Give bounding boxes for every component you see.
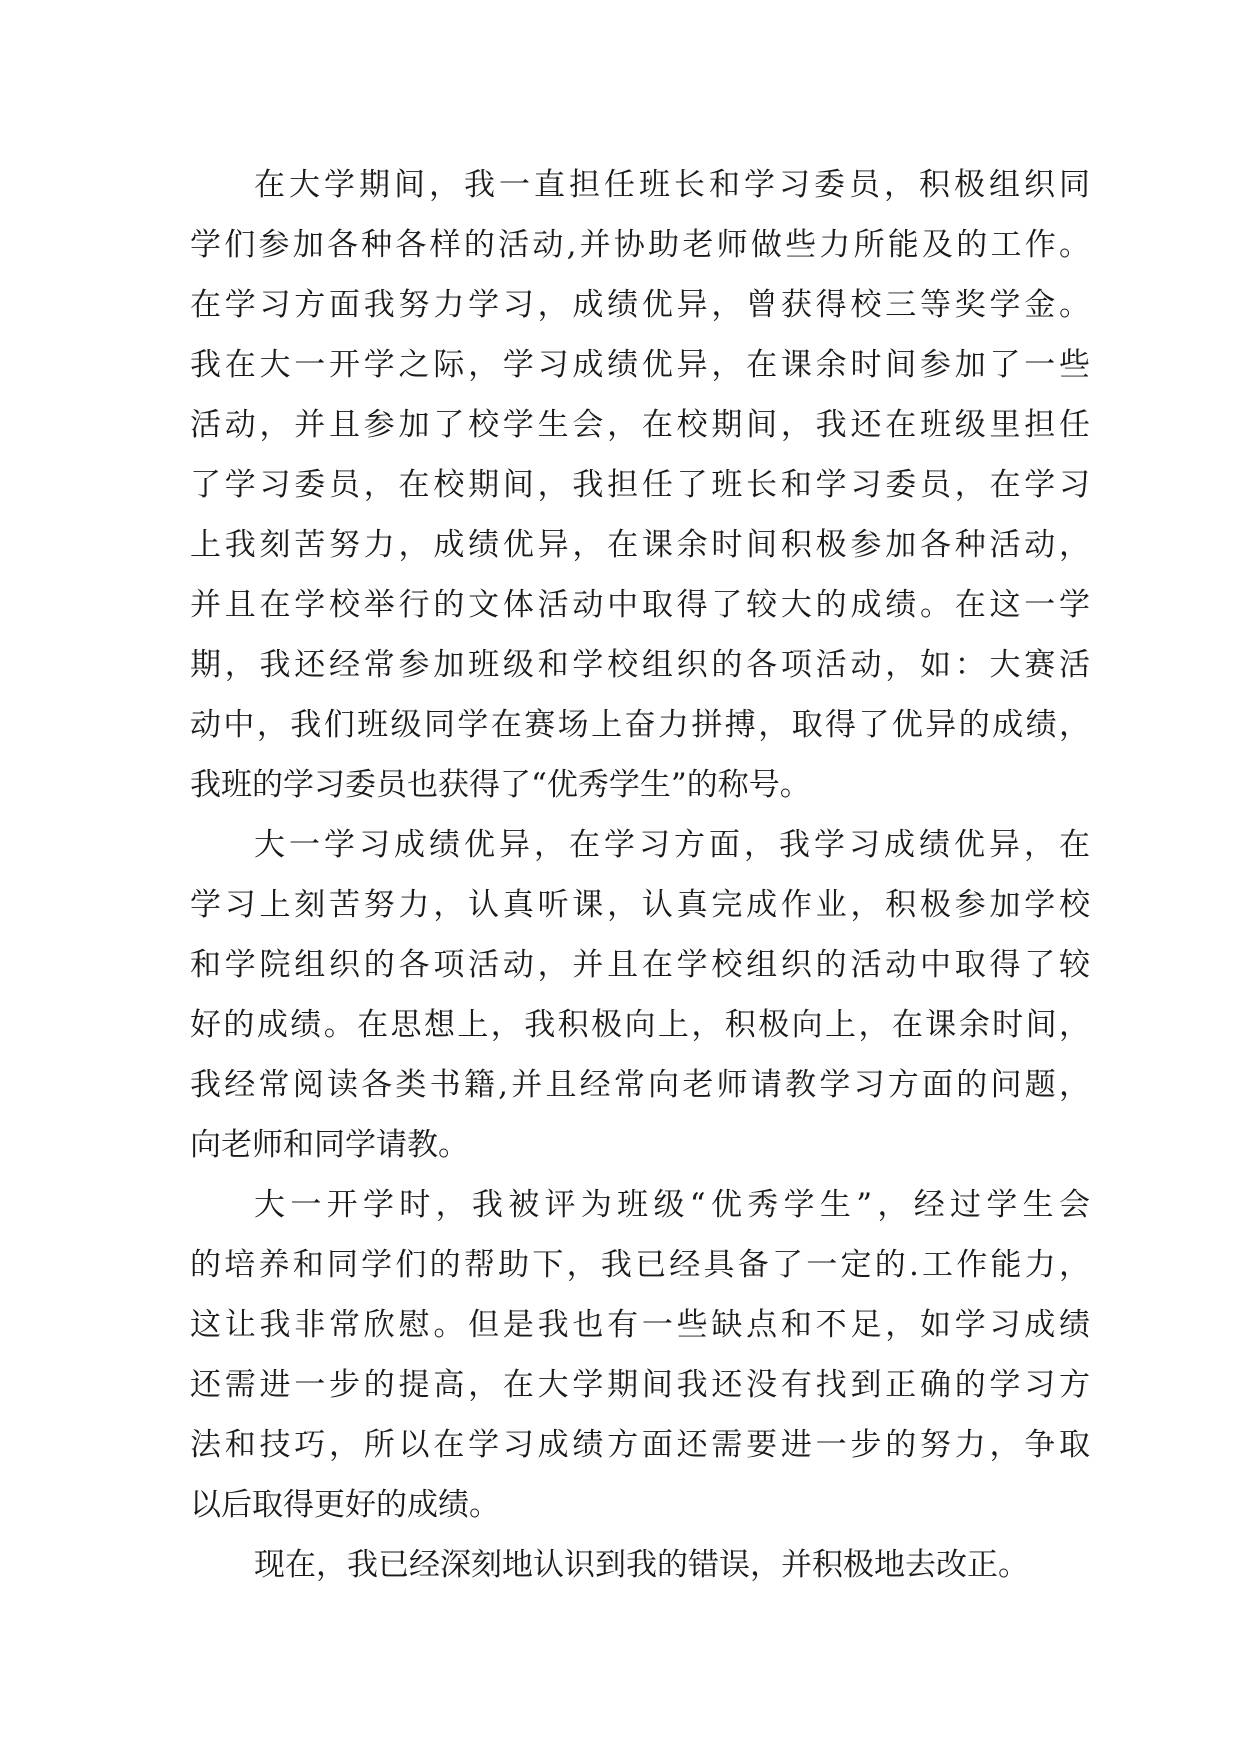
text-line: 现在，我已经深刻地认识到我的错误，并积极地去改正。 bbox=[254, 1547, 1029, 1583]
text-line: 以后取得更好的成绩。 bbox=[190, 1487, 500, 1523]
text-line: 还需进一步的提高，在大学期间我还没有找到正确的学习方 bbox=[190, 1367, 1090, 1403]
text-line: 这让我非常欣慰。但是我也有一些缺点和不足，如学习成绩 bbox=[190, 1307, 1090, 1343]
text-line: 我班的学习委员也获得了“优秀学生”的称号。 bbox=[190, 767, 811, 803]
text-line: 了学习委员，在校期间，我担任了班长和学习委员，在学习 bbox=[190, 467, 1090, 503]
paragraph-2 bbox=[190, 815, 1090, 1175]
text-line: 活动，并且参加了校学生会，在校期间，我还在班级里担任 bbox=[190, 407, 1090, 443]
text-line: 向老师和同学请教。 bbox=[190, 1127, 469, 1163]
text-line: 在大学期间，我一直担任班长和学习委员，积极组织同 bbox=[254, 167, 1090, 203]
text-line: 大一开学时，我被评为班级“优秀学生”，经过学生会 bbox=[254, 1187, 1090, 1223]
text-line: 学习上刻苦努力，认真听课，认真完成作业，积极参加学校 bbox=[190, 887, 1090, 923]
text-line: 并且在学校举行的文体活动中取得了较大的成绩。在这一学 bbox=[190, 587, 1090, 623]
text-line: 期，我还经常参加班级和学校组织的各项活动，如：大赛活 bbox=[190, 647, 1090, 683]
text-line: 我经常阅读各类书籍,并且经常向老师请教学习方面的问题， bbox=[190, 1067, 1090, 1103]
text-line: 学们参加各种各样的活动,并协助老师做些力所能及的工作。 bbox=[190, 227, 1090, 263]
paragraph-3 bbox=[190, 1175, 1090, 1535]
text-line: 和学院组织的各项活动，并且在学校组织的活动中取得了较 bbox=[190, 947, 1090, 983]
paragraph-4 bbox=[190, 1535, 1090, 1595]
text-line: 法和技巧，所以在学习成绩方面还需要进一步的努力，争取 bbox=[190, 1427, 1090, 1463]
text-line: 我在大一开学之际，学习成绩优异，在课余时间参加了一些 bbox=[190, 347, 1090, 383]
text-line: 上我刻苦努力，成绩优异，在课余时间积极参加各种活动， bbox=[190, 527, 1090, 563]
text-line: 好的成绩。在思想上，我积极向上，积极向上，在课余时间， bbox=[190, 1007, 1090, 1043]
document-body bbox=[190, 155, 1090, 1595]
paragraph-1 bbox=[190, 155, 1090, 815]
text-line: 动中，我们班级同学在赛场上奋力拼搏，取得了优异的成绩， bbox=[190, 707, 1090, 743]
text-line: 的培养和同学们的帮助下，我已经具备了一定的.工作能力， bbox=[190, 1247, 1090, 1283]
text-line: 在学习方面我努力学习，成绩优异，曾获得校三等奖学金。 bbox=[190, 287, 1090, 323]
text-line: 大一学习成绩优异，在学习方面，我学习成绩优异，在 bbox=[254, 827, 1090, 863]
